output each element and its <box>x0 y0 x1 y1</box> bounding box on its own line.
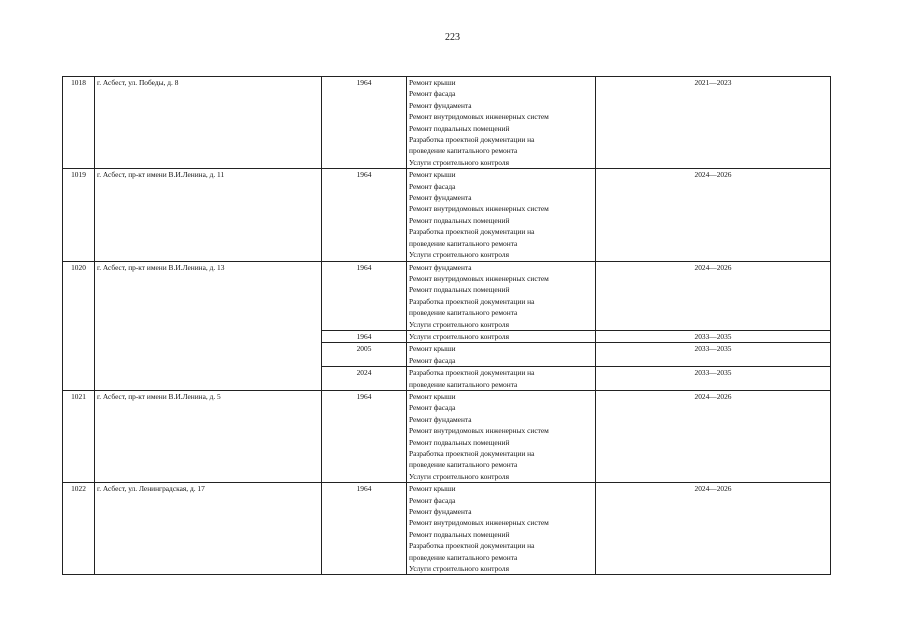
work-item: Ремонт внутридомовых инженерных систем <box>409 426 549 436</box>
work-item: Услуги строительного контроля <box>409 250 509 260</box>
work-item: Разработка проектной документации на <box>409 135 535 145</box>
work-item: проведение капитального ремонта <box>409 379 518 389</box>
table-row <box>63 77 831 169</box>
address-cell: г. Асбест, пр-кт имени В.И.Ленина, д. 13 <box>95 261 322 390</box>
work-item: Разработка проектной документации на <box>409 368 535 378</box>
work-item: Ремонт крыши <box>409 78 456 87</box>
work-item: Ремонт фундамента <box>409 262 472 272</box>
work-item: проведение капитального ремонта <box>409 552 518 562</box>
row-number: 1021 <box>63 390 95 482</box>
work-item: Ремонт фундамента <box>409 507 472 517</box>
work-item: Разработка проектной документации на <box>409 296 535 306</box>
row-number: 1019 <box>63 169 95 261</box>
row-number: 1022 <box>63 483 95 575</box>
works-cell <box>407 261 596 330</box>
year-cell: 1964 <box>322 261 407 330</box>
work-item: Ремонт подвальных помещений <box>409 215 510 225</box>
page-number: 223 <box>445 32 460 43</box>
period-cell: 2024—2026 <box>596 169 831 261</box>
work-item: Ремонт фасада <box>409 403 456 413</box>
work-item: Разработка проектной документации на <box>409 449 535 458</box>
year-cell: 2005 <box>322 343 407 367</box>
work-item: проведение капитального ремонта <box>409 146 518 156</box>
work-item: Ремонт фундамента <box>409 100 472 110</box>
address-cell: г. Асбест, ул. Ленинградская, д. 17 <box>95 483 322 575</box>
works-cell <box>407 330 596 342</box>
year-cell: 2024 <box>322 367 407 391</box>
work-item: Ремонт крыши <box>409 391 456 401</box>
work-item: Услуги строительного контроля <box>409 319 509 329</box>
work-item: Ремонт внутридомовых инженерных систем <box>409 273 549 283</box>
row-number: 1018 <box>63 77 95 169</box>
table-body <box>63 77 831 575</box>
capital-repair-table <box>62 76 831 575</box>
year-cell: 1964 <box>322 390 407 482</box>
work-item: Услуги строительного контроля <box>409 564 509 574</box>
address-cell: г. Асбест, пр-кт имени В.И.Ленина, д. 5 <box>95 390 322 482</box>
period-cell: 2021—2023 <box>596 77 831 169</box>
work-item: Ремонт фундамента <box>409 414 472 424</box>
table-row <box>63 483 831 575</box>
address-cell: г. Асбест, ул. Победы, д. 8 <box>95 77 322 169</box>
period-cell: 2033—2035 <box>596 330 831 342</box>
works-cell <box>407 367 596 391</box>
work-item: Услуги строительного контроля <box>409 157 509 167</box>
work-item: Ремонт фасада <box>409 355 456 365</box>
year-cell: 1964 <box>322 483 407 575</box>
table-row <box>63 261 831 330</box>
works-cell <box>407 169 596 261</box>
period-cell: 2024—2026 <box>596 390 831 482</box>
work-item: Ремонт крыши <box>409 344 456 354</box>
work-item: проведение капитального ремонта <box>409 308 518 318</box>
work-item: Ремонт внутридомовых инженерных систем <box>409 112 549 122</box>
works-cell <box>407 343 596 367</box>
year-cell: 1964 <box>322 330 407 342</box>
address-cell: г. Асбест, пр-кт имени В.И.Ленина, д. 11 <box>95 169 322 261</box>
works-cell <box>407 390 596 482</box>
work-item: проведение капитального ремонта <box>409 460 518 470</box>
row-number: 1020 <box>63 261 95 390</box>
work-item: Разработка проектной документации на <box>409 227 535 237</box>
work-item: Ремонт внутридомовых инженерных систем <box>409 204 549 214</box>
year-cell: 1964 <box>322 169 407 261</box>
period-cell: 2024—2026 <box>596 483 831 575</box>
work-item: Ремонт подвальных помещений <box>409 123 510 133</box>
work-item: Ремонт внутридомовых инженерных систем <box>409 518 549 528</box>
work-item: Услуги строительного контроля <box>409 471 509 481</box>
work-item: Ремонт фасада <box>409 181 456 191</box>
work-item: Ремонт фундамента <box>409 193 472 203</box>
work-item: Ремонт крыши <box>409 170 456 180</box>
table-row <box>63 169 831 261</box>
year-cell: 1964 <box>322 77 407 169</box>
work-item: Услуги строительного контроля <box>409 331 509 341</box>
work-item: проведение капитального ремонта <box>409 238 518 248</box>
work-item: Ремонт крыши <box>409 484 456 494</box>
work-item: Ремонт фасада <box>409 495 456 505</box>
period-cell: 2024—2026 <box>596 261 831 330</box>
work-item: Ремонт фасада <box>409 89 456 99</box>
works-cell <box>407 77 596 169</box>
work-item: Ремонт подвальных помещений <box>409 285 510 295</box>
works-cell <box>407 483 596 575</box>
work-item: Ремонт подвальных помещений <box>409 529 510 539</box>
work-item: Разработка проектной документации на <box>409 541 535 551</box>
work-item: Ремонт подвальных помещений <box>409 437 510 447</box>
period-cell: 2033—2035 <box>596 367 831 391</box>
period-cell: 2033—2035 <box>596 343 831 367</box>
table-row <box>63 390 831 482</box>
